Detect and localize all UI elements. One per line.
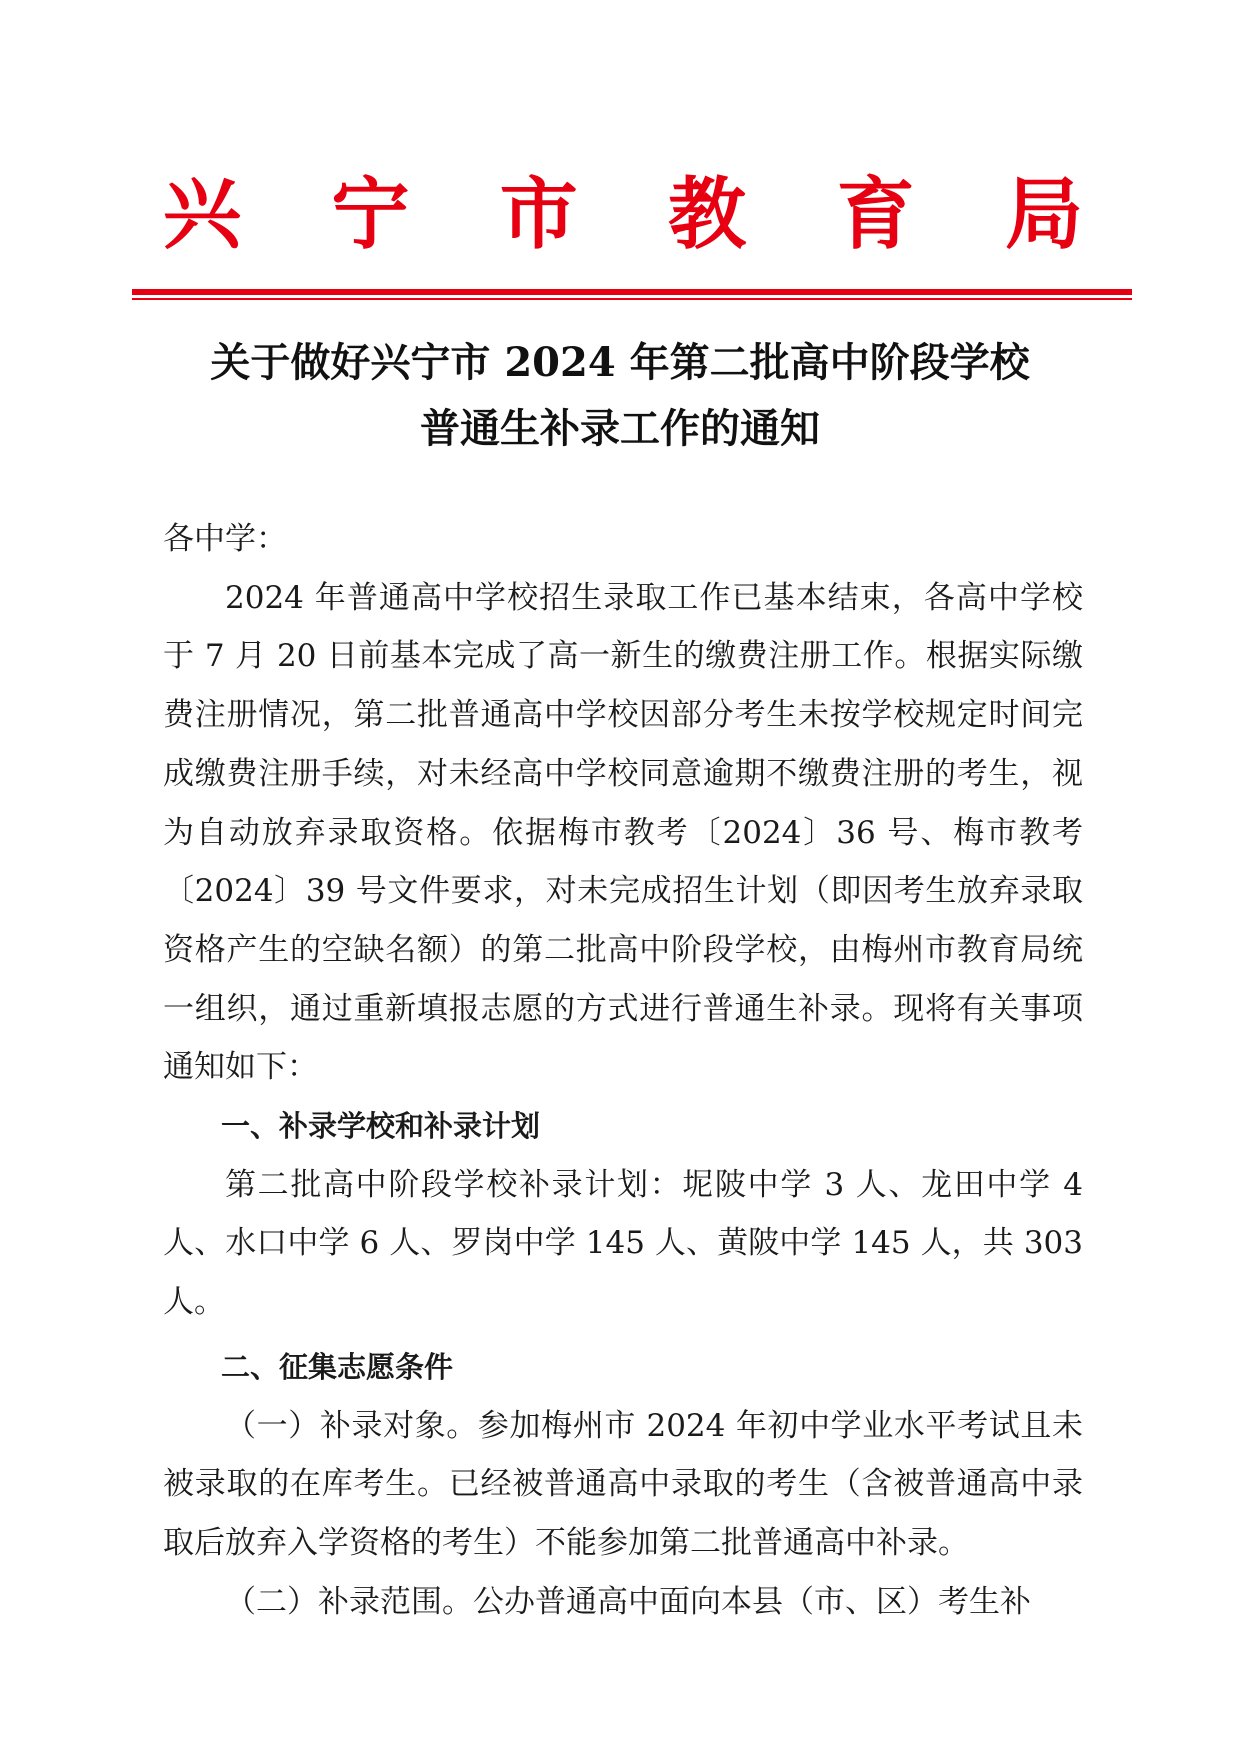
section-2-item-1: （一）补录对象。参加梅州市 2024 年初中学业水平考试且未被录取的在库考生。已经被普通高中录取的考生（含被普通高中录取后放弃入学资格的考生）不能参加第二批普通高中补录。 bbox=[163, 1407, 1083, 1561]
intro-paragraph: 2024 年普通高中学校招生录取工作已基本结束，各高中学校于 7 月 20 日前基本完成了高一新生的缴费注册工作。根据实际缴费注册情况，第二批普通高中学校因部分考生未按学校规定时间完成缴费注册手续，对未经高中学校同意逾期不缴费注册的考生，视为自动放弃录取资格。依据梅市教考〔2024〕36 号、梅市教考〔2024〕39 号文件要求，对未完成招生计划（即因考生放弃录取资格产生的空缺名额）的第二批高中阶段学校，由梅州市教育局统一组织，通过重新填报志愿的方式进行普通生补录。现将有关事项通知如下： bbox=[163, 579, 1083, 1086]
document-body bbox=[163, 510, 1083, 1631]
masthead-char: 宁 bbox=[331, 169, 410, 260]
section-1-heading: 一、补录学校和补录计划 bbox=[221, 1109, 541, 1144]
document-title bbox=[140, 330, 1100, 462]
section-2-item-2: （二）补录范围。公办普通高中面向本县（市、区）考生补 bbox=[225, 1583, 1031, 1620]
salutation: 各中学： bbox=[163, 521, 287, 557]
masthead-char: 兴 bbox=[163, 169, 242, 260]
masthead-char: 教 bbox=[668, 169, 747, 260]
issuer-masthead bbox=[163, 170, 1083, 260]
masthead-char: 局 bbox=[1004, 169, 1083, 260]
masthead-divider-thick bbox=[132, 289, 1132, 295]
section-1-text: 第二批高中阶段学校补录计划：坭陂中学 3 人、龙田中学 4 人、水口中学 6 人、罗岗中学 145 人、黄陂中学 145 人，共 303 人。 bbox=[163, 1166, 1083, 1321]
masthead-char: 市 bbox=[499, 169, 578, 260]
masthead-divider-thin bbox=[132, 298, 1132, 300]
section-2-heading: 二、征集志愿条件 bbox=[221, 1349, 454, 1384]
title-line-2: 普通生补录工作的通知 bbox=[420, 405, 820, 452]
masthead-char: 育 bbox=[836, 169, 915, 260]
title-line-1: 关于做好兴宁市 2024 年第二批高中阶段学校 bbox=[210, 339, 1030, 386]
